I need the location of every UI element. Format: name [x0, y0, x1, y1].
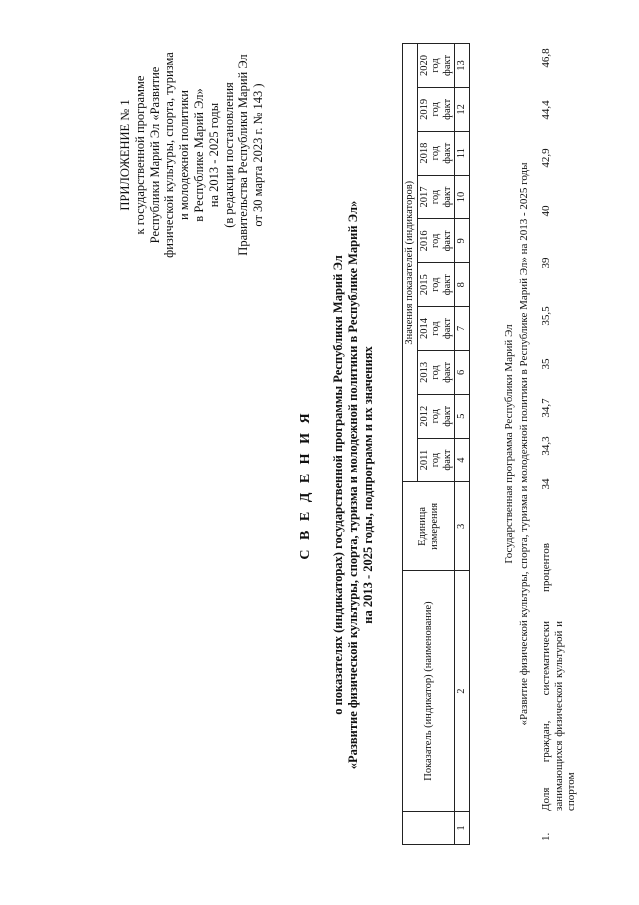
heading-line: на 2013 - 2025 годы, подпрограмм и их значениях	[361, 346, 375, 624]
program-title-line1: Государственная программа Республики Марий Эл	[503, 324, 515, 564]
annex-block	[118, 40, 266, 270]
header-unit: Единица измерения	[403, 482, 455, 571]
year-sub-label: факт	[441, 361, 453, 383]
year-header	[417, 350, 455, 394]
heading-title: С В Е Д Е Н И Я	[298, 410, 313, 560]
column-number: 12	[455, 87, 470, 131]
column-number: 10	[455, 175, 470, 219]
row-indicator-name: Доля граждан, систематически занимающихся физической культурой и спортом	[540, 621, 577, 811]
year-header	[417, 263, 455, 307]
year-label: 2020	[418, 54, 430, 76]
header-indicator: Показатель (индикатор) (наименование)	[403, 571, 455, 812]
year-label: 2011	[418, 449, 430, 471]
row-unit: процентов	[540, 543, 552, 592]
year-sub-label: факт	[441, 54, 453, 76]
year-sub-label: год	[430, 58, 441, 73]
year-header	[417, 87, 455, 131]
row-value: 39	[540, 257, 552, 269]
row-value: 34,7	[540, 398, 552, 418]
year-sub-label: год	[430, 365, 441, 380]
year-sub-label: факт	[441, 186, 453, 208]
annex-line: в Республике Марий Эл»	[191, 88, 206, 222]
year-label: 2015	[418, 274, 430, 296]
year-sub-label: факт	[441, 98, 453, 120]
year-header	[417, 175, 455, 219]
column-number: 4	[455, 438, 470, 482]
year-label: 2017	[418, 186, 430, 208]
year-sub-label: факт	[441, 405, 453, 427]
year-sub-label: год	[430, 321, 441, 336]
column-number: 5	[455, 394, 470, 438]
row-value: 35	[540, 358, 552, 370]
row-value: 40	[540, 205, 552, 217]
annex-line: на 2013 - 2025 годы	[206, 102, 221, 208]
heading-line: о показателях (индикаторах) государственной программы Республики Марий Эл	[331, 255, 345, 715]
header-values: Значения показателей (индикаторов)	[403, 44, 418, 483]
year-header	[417, 438, 455, 482]
year-sub-label: факт	[441, 230, 453, 252]
indicators-table	[402, 43, 470, 845]
column-number: 1	[455, 811, 470, 844]
year-sub-label: год	[430, 277, 441, 292]
year-label: 2018	[418, 142, 430, 164]
year-header	[417, 219, 455, 263]
year-header	[417, 307, 455, 351]
annex-line: к государственной программе	[132, 75, 147, 235]
year-label: 2012	[418, 405, 430, 427]
table-header-row	[403, 44, 418, 845]
heading-line: «Развитие физической культуры, спорта, туризма и молодежной политики в Республике Марий Эл»	[346, 200, 360, 770]
program-title-line2: «Развитие физической культуры, спорта, туризма и молодежной политики в Республике Марий Эл» на 2013 - 2025 годы	[518, 162, 530, 726]
column-number: 2	[455, 571, 470, 812]
year-sub-label: факт	[441, 142, 453, 164]
annex-line: Правительства Республики Марий Эл	[236, 54, 251, 256]
year-sub-label: факт	[441, 274, 453, 296]
annex-line: физической культуры, спорта, туризма	[162, 52, 177, 258]
column-number: 3	[455, 482, 470, 571]
column-number: 9	[455, 219, 470, 263]
year-header	[417, 131, 455, 175]
document-heading	[298, 145, 376, 825]
year-label: 2013	[418, 361, 430, 383]
row-value: 34,3	[540, 436, 552, 456]
annex-line: Республики Марий Эл «Развитие	[147, 66, 162, 244]
year-sub-label: факт	[441, 318, 453, 340]
column-number: 13	[455, 44, 470, 88]
column-number: 7	[455, 307, 470, 351]
row-value: 44,4	[540, 100, 552, 120]
row-value: 34	[540, 478, 552, 490]
annex-line: ПРИЛОЖЕНИЕ № 1	[118, 99, 132, 211]
year-header	[417, 44, 455, 88]
year-sub-label: год	[430, 452, 441, 468]
year-label: 2016	[418, 230, 430, 252]
header-number-cell	[403, 811, 455, 844]
year-label: 2019	[418, 98, 430, 120]
year-label: 2014	[418, 318, 430, 340]
year-sub-label: год	[430, 146, 441, 161]
year-sub-label: год	[430, 102, 441, 117]
annex-line: (в редакции постановления	[221, 82, 236, 228]
column-number: 6	[455, 350, 470, 394]
year-sub-label: факт	[441, 449, 453, 471]
row-value: 42,9	[540, 148, 552, 168]
column-number: 11	[455, 131, 470, 175]
year-sub-label: год	[430, 189, 441, 205]
column-numbers-row	[455, 44, 470, 845]
annex-line: и молодежной политики	[177, 90, 192, 220]
row-number: 1.	[540, 832, 552, 841]
row-value: 46,8	[540, 48, 552, 68]
row-value: 35,5	[540, 306, 552, 326]
year-sub-label: год	[430, 233, 441, 249]
annex-line: от 30 марта 2023 г. № 143 )	[251, 83, 266, 227]
column-number: 8	[455, 263, 470, 307]
year-sub-label: год	[430, 409, 441, 424]
year-header	[417, 394, 455, 438]
